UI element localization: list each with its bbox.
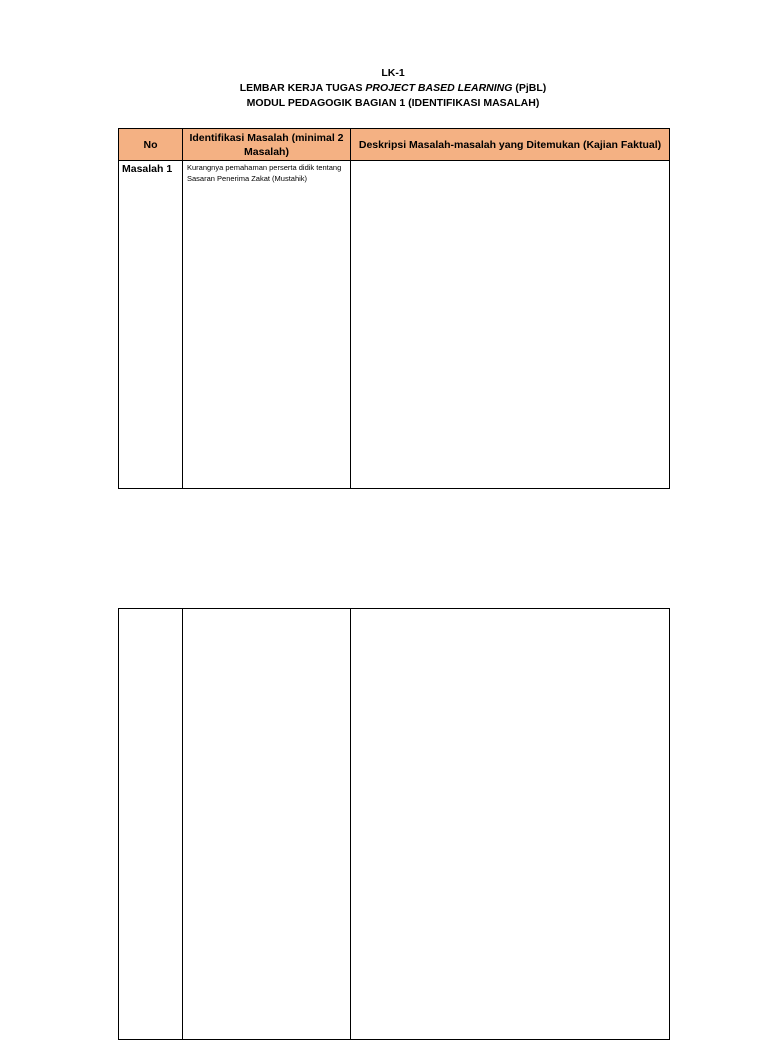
row-label: Masalah 1	[119, 161, 183, 489]
column-header-no: No	[119, 129, 183, 161]
deskripsi-cell[interactable]	[351, 161, 670, 489]
worksheet-title-suffix: (PjBL)	[512, 82, 547, 94]
worksheet-header	[0, 66, 768, 111]
worksheet-title	[0, 81, 768, 96]
table-header-row	[119, 129, 670, 161]
column-header-deskripsi: Deskripsi Masalah-masalah yang Ditemukan (Kajian Faktual)	[351, 129, 670, 161]
problem-identification-table	[118, 128, 670, 489]
worksheet-code: LK-1	[381, 67, 405, 79]
worksheet-title-italic: PROJECT BASED LEARNING	[365, 82, 513, 94]
worksheet-subtitle: MODUL PEDAGOGIK BAGIAN 1 (IDENTIFIKASI MASALAH)	[246, 97, 540, 109]
worksheet-title-prefix: LEMBAR KERJA TUGAS	[239, 82, 366, 94]
continuation-table	[118, 608, 670, 1040]
empty-deskripsi-cell[interactable]	[351, 609, 670, 1040]
table-row	[119, 609, 670, 1040]
empty-no-cell[interactable]	[119, 609, 183, 1040]
identifikasi-cell[interactable]: Kurangnya pemahaman perserta didik tentang Sasaran Penerima Zakat (Mustahik)	[183, 161, 351, 489]
column-header-identifikasi: Identifikasi Masalah (minimal 2 Masalah)	[183, 129, 351, 161]
table-row	[119, 161, 670, 489]
empty-identifikasi-cell[interactable]	[183, 609, 351, 1040]
